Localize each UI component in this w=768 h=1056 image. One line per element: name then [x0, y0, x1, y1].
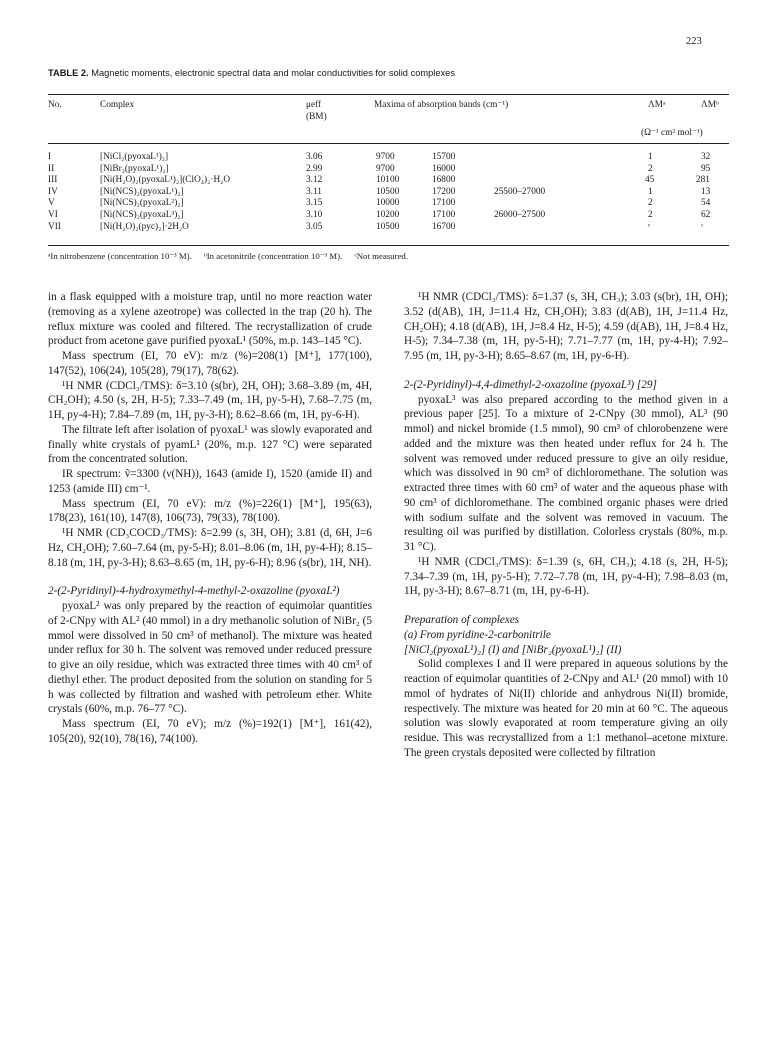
cell-band-1: 10200	[376, 209, 400, 220]
paragraph: pyoxaL³ was also prepared according to the method given in a previous paper [25]. To a mixture of 2-CNpy (30 mmol), AL³ (90 mmol) and nickel bromide (1.5 mmol), 90 cm³ of chlorobenzene were added and the mixture was then heated under reflux for 24 h. The solvent was removed under reduced pressure to give an oily residue, which was dissolved in 90 cm³ of dichloromethane. The solution was extracted three times with 60 cm³ of water and the aqueous phase with 90 cm³ of dichloromethane. The combined organic phases were dried with sodium sulfate and the solvent was removed in vacuum. The resulting oil was purified by distillation. Colorless crystals (80%, m.p. 31 °C).	[404, 393, 728, 553]
table-header-rule	[48, 143, 729, 144]
cell-lambda-b: 13	[701, 186, 711, 197]
cell-lambda-b: 95	[701, 163, 711, 174]
cell-lambda-a: 2	[648, 163, 653, 174]
table-bottom-rule	[48, 245, 729, 246]
cell-band-1: 10100	[376, 175, 400, 186]
cell-lambda-a: 1	[648, 152, 653, 162]
table-footnotes	[48, 251, 729, 262]
paragraph: Mass spectrum (EI, 70 eV): m/z (%)=226(1) [M⁺], 195(63), 178(23), 161(10), 147(8), 106(73), 79(33), 78(100).	[48, 497, 372, 525]
cell-complex: [NiCl₂(pyoxaL¹)₂]	[100, 152, 169, 162]
paragraph: ¹H NMR (CDCl₃/TMS): δ=1.39 (s, 6H, CH₃); 4.18 (s, 2H, H-5); 7.34–7.39 (m, 1H, py-5-H); 7.72–7.78 (m, 1H, py-4-H); 7.98–8.03 (m, 1H, py-3-H); 8.67–8.71 (m, 1H, py-6-H).	[404, 555, 728, 598]
section-heading: 2-(2-Pyridinyl)-4,4-dimethyl-2-oxazoline (pyoxaL³) [29]	[404, 378, 657, 391]
cell-lambda-b: 32	[701, 152, 711, 162]
cell-lambda-a: 1	[648, 186, 653, 197]
header-units: (Ω⁻¹ cm² mol⁻¹)	[641, 128, 703, 138]
cell-complex: [NiBr₂(pyoxaL¹)₂]	[100, 163, 169, 174]
cell-no: III	[48, 175, 58, 186]
footnote-b: ᵇIn acetonitrile (concentration 10⁻³ M).	[204, 251, 343, 261]
header-lambda-b: ΛMᵇ	[701, 100, 719, 110]
cell-band-2: 15700	[432, 152, 456, 162]
cell-lambda-a: 45	[645, 175, 655, 186]
header-complex: Complex	[100, 100, 135, 110]
cell-no: IV	[48, 186, 58, 197]
cell-no: VI	[48, 209, 58, 220]
cell-band-1: 10500	[376, 186, 400, 197]
footnote-c: ᶜNot measured.	[354, 251, 409, 261]
paragraph: Solid complexes I and II were prepared in aqueous solutions by the reaction of equimolar quantities of 2-CNpy and AL¹ (20 mmol) with 10 mmol of hydrates of Ni(II) chloride and anhydrous Ni(II) bromide, respectively. The mixture was heated for 20 min at 60 °C. The aqueous solution was slowly evaporated at room temperature giving an oily residue. This was recrystallized from a 1:1 methanol–acetone mixture. The green crystals deposited were collected by filtration	[404, 658, 728, 759]
paragraph: in a flask equipped with a moisture trap, until no more reaction water (removing as a xylene azeotrope) was collected in the trap (20 h). The reflux mixture was cooled and filtered. The recrystallization of crude product from acetone gave purified pyoxaL¹ (50%, m.p. 143–145 °C).	[48, 291, 372, 348]
cell-band-2: 17100	[432, 209, 456, 220]
cell-band-1: 9700	[376, 163, 395, 174]
cell-band-3: 25500–27000	[494, 186, 546, 197]
table-row	[48, 175, 729, 187]
cell-band-2: 17100	[432, 198, 456, 209]
cell-no: V	[48, 198, 55, 209]
cell-band-1: 10500	[376, 221, 400, 232]
cell-lambda-a: 2	[648, 209, 653, 220]
header-lambda-a: ΛMᵃ	[648, 100, 666, 110]
table-caption-label: TABLE 2.	[48, 68, 89, 78]
cell-lambda-a: 2	[648, 198, 653, 209]
table-row	[48, 152, 729, 164]
page-number: 223	[686, 36, 702, 47]
paragraph: Mass spectrum (EI, 70 eV); m/z (%)=192(1) [M⁺], 161(42), 105(20), 92(10), 78(16), 74(100).	[48, 718, 372, 745]
cell-mu: 3.06	[306, 152, 323, 162]
cell-band-2: 17200	[432, 186, 456, 197]
cell-lambda-b: 281	[696, 175, 710, 186]
paragraph: ¹H NMR (CDCl₃/TMS): δ=3.10 (s(br), 2H, OH); 3.68–3.89 (m, 4H, CH₂OH); 4.50 (s, 2H, H-5); 7.33–7.49 (m, 1H, py-5-H), 7.68–7.75 (m, 1H, py-4-H); 7.84–7.89 (m, 1H, py-3-H); 8.62–8.66 (m, 1H, py-6-H).	[48, 379, 372, 421]
cell-lambda-b: ᶜ	[701, 221, 704, 232]
paragraph: The filtrate left after isolation of pyoxaL¹ was slowly evaporated and finally white crystals of pyamL¹ (20%, m.p. 127 °C) were separated from the concentrated solution.	[48, 423, 372, 466]
cell-lambda-b: 62	[701, 209, 711, 220]
cell-lambda-a: ᶜ	[648, 221, 651, 232]
cell-band-1: 10000	[376, 198, 400, 209]
cell-band-2: 16000	[432, 163, 456, 174]
cell-lambda-b: 54	[701, 198, 711, 209]
table-row	[48, 198, 729, 210]
table-row	[48, 210, 729, 222]
cell-mu: 2.99	[306, 163, 323, 174]
cell-no: VII	[48, 221, 61, 232]
cell-mu: 3.12	[306, 175, 323, 186]
table-row	[48, 222, 729, 234]
right-column	[404, 290, 728, 761]
cell-mu: 3.05	[306, 221, 323, 232]
paragraph: pyoxaL² was only prepared by the reaction of equimolar quantities of 2-CNpy with AL² (40 mmol) in a dry methanolic solution of NiBr₂ (5 mmol were dissolved in 50 cm³ of methanol). The mixture was heated under reflux for 30 h. The solvent was removed under reduced pressure to give an oily residue, which was extracted three times with 40 cm³ of diethyl ether. The product deposited from the solution on standing for 5 h was collected by filtration and washed with petroleum ether. White crystals (60%, m.p. 76–77 °C).	[48, 600, 372, 716]
cell-band-1: 9700	[376, 152, 395, 162]
cell-no: I	[48, 152, 52, 162]
subsubsection-heading: [NiCl₂(pyoxaL¹)₂] (I) and [NiBr₂(pyoxaL¹)₂] (II)	[404, 643, 622, 656]
cell-complex: [Ni(H₂O)₂(pyoxaL¹)₂](ClO₄)₂·H₂O	[100, 175, 231, 186]
cell-band-3: 26000–27500	[494, 209, 546, 220]
cell-complex: [Ni(H₂O)₂(pyc)₂]·2H₂O	[100, 221, 189, 232]
section-heading: Preparation of complexes	[404, 614, 520, 626]
footnote-a: ᵃIn nitrobenzene (concentration 10⁻³ M).	[48, 251, 192, 261]
cell-complex: [Ni(NCS)₂(pyoxaL³)₂]	[100, 209, 184, 220]
left-column	[48, 290, 372, 747]
paragraph: ¹H NMR (CD₃COCD₃/TMS): δ=2.99 (s, 3H, OH); 3.81 (d, 6H, J=6 Hz, CH₂OH); 7.60–7.64 (m, py-5-H); 8.01–8.06 (m, 1H, py-4-H); 8.15–8.18 (m, 1H, py-3-H); 8.63–8.65 (m, 1H, py-6-H); 8.96 (s(br), 1H, NH).	[48, 527, 372, 569]
cell-mu: 3.11	[306, 186, 322, 197]
paragraph: IR spectrum: ṽ=3300 (ν(NH)), 1643 (amide I), 1520 (amide II) and 1253 (amide III) cm⁻¹.	[48, 468, 372, 495]
table-caption	[48, 68, 728, 78]
paragraph: ¹H NMR (CDCl₃/TMS): δ=1.37 (s, 3H, CH₃); 3.03 (s(br), 1H, OH); 3.52 (d(AB), 1H, J=11.4 Hz, CH₂OH); 3.83 (d(AB), 1H, J=11.4 Hz, CH₂OH); 4.18 (d(AB), 1H, J=8.4 Hz, H-5); 4.59 (d(AB), 1H, J=8.4 Hz, H-5); 7.34–7.38 (m, 1H, py-5-H); 7.71–7.77 (m, 1H, py-4-H); 7.92–7.95 (m, 1H, py-3-H); 8.65–8.67 (m, 1H, py-6-H).	[404, 291, 728, 362]
table-body	[48, 152, 729, 233]
table-row	[48, 187, 729, 199]
cell-no: II	[48, 163, 55, 174]
table-row	[48, 164, 729, 176]
header-mu-unit: (BM)	[306, 112, 327, 122]
cell-mu: 3.10	[306, 209, 323, 220]
header-mu: μeff	[306, 100, 322, 110]
table-top-rule	[48, 94, 729, 95]
paragraph: Mass spectrum (EI, 70 eV): m/z (%)=208(1) [M⁺], 177(100), 147(52), 106(24), 105(28), 79(17), 78(62).	[48, 350, 372, 377]
header-no: No.	[48, 100, 62, 110]
table-caption-text: Magnetic moments, electronic spectral data and molar conductivities for solid complexes	[88, 68, 456, 78]
cell-complex: [Ni(NCS)₂(pyoxaL¹)₂]	[100, 186, 184, 197]
section-heading: 2-(2-Pyridinyl)-4-hydroxymethyl-4-methyl-2-oxazoline (pyoxaL²)	[48, 585, 340, 598]
cell-complex: [Ni(NCS)₂(pyoxaL²)₂]	[100, 198, 184, 209]
cell-mu: 3.15	[306, 198, 323, 209]
cell-band-2: 16800	[432, 175, 456, 186]
subsection-heading: (a) From pyridine-2-carbonitrile	[404, 628, 551, 641]
header-maxima: Maxima of absorption bands (cm⁻¹)	[374, 100, 509, 110]
cell-band-2: 16700	[432, 221, 456, 232]
